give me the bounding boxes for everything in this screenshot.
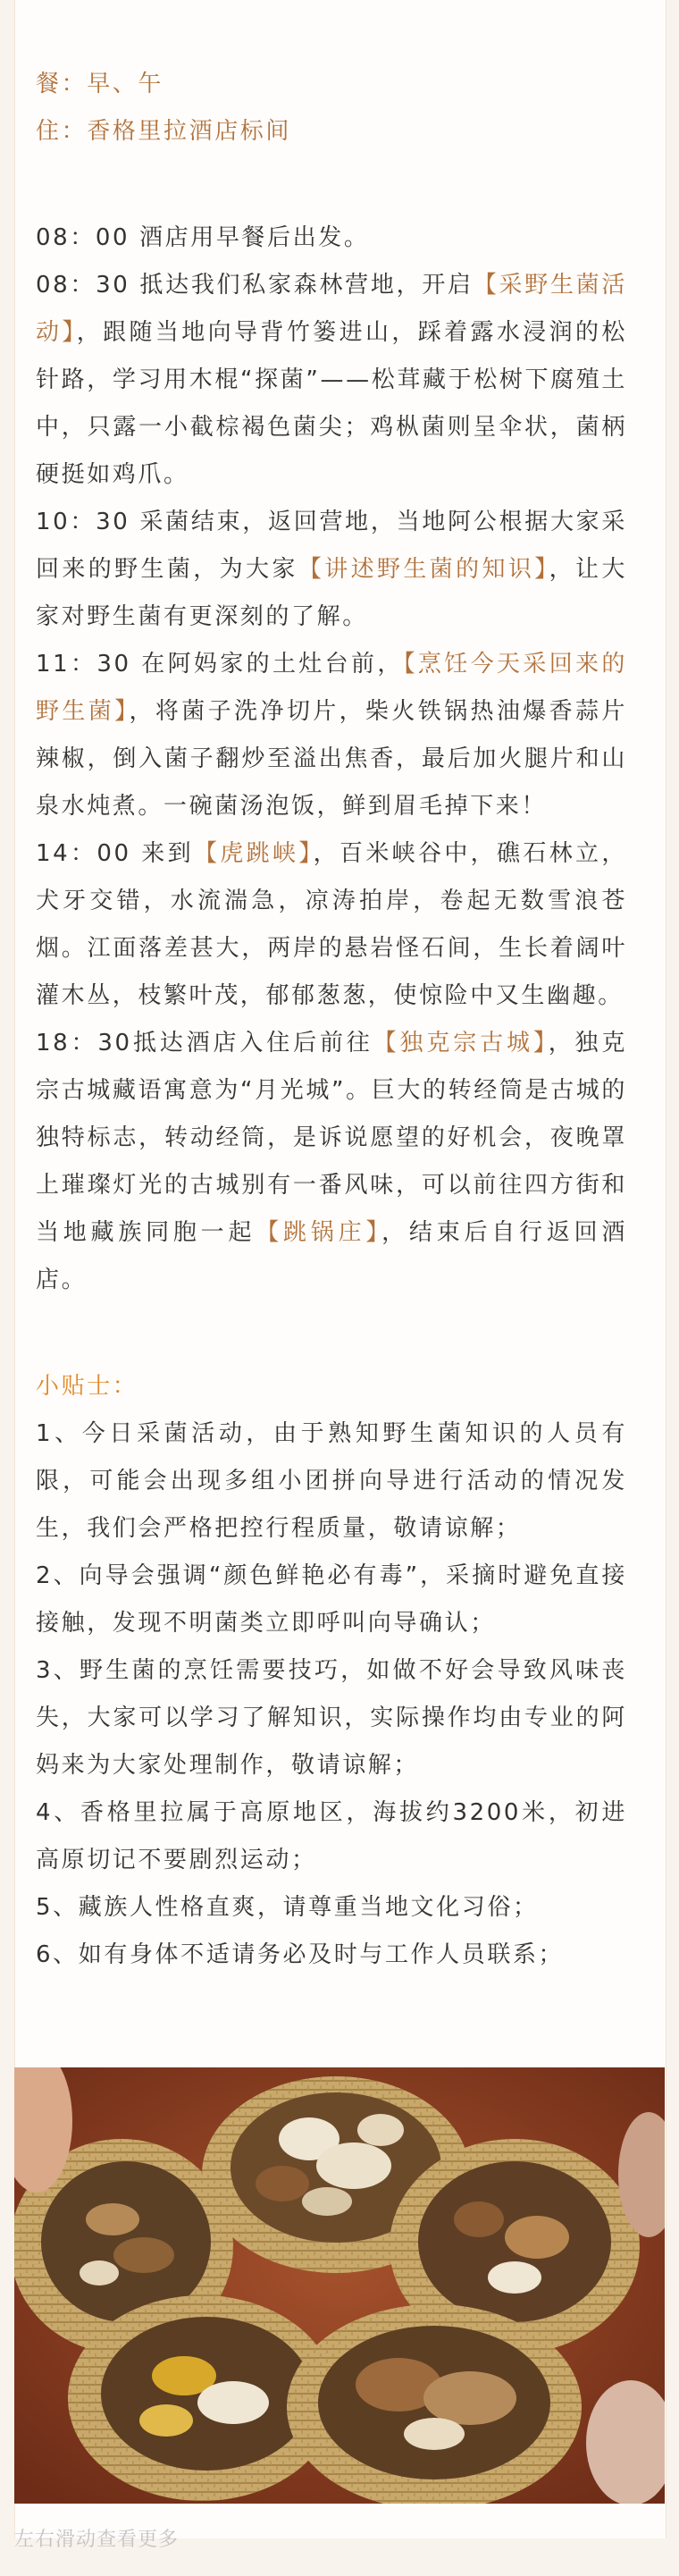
paragraph-text: ，将菌子洗净切片，柴火铁锅热油爆香蒜片辣椒，倒入菌子翻炒至溢出焦香，最后加火腿片和山泉水炖煮。一碗菌汤泡饭，鲜到眉毛掉下来！ <box>36 698 627 820</box>
paragraph-text: 08：30 抵达我们私家森林营地，开启 <box>36 272 474 299</box>
paragraph-text: ，独克宗古城藏语寓意为“月光城”。巨大的转经筒是古城的独特标志，转动经筒，是诉说愿望的好机会，夜晚罩上璀璨灯光的古城别有一番风味，可以前往四方街和当地藏族同胞一起 <box>36 1030 628 1246</box>
itinerary-paragraph <box>36 830 627 1020</box>
paragraph-text: 10：30 采菌结束，返回营地，当地阿公根据大家采回来的野生菌，为大家 <box>36 509 627 583</box>
meals-line: 餐：早、午 <box>36 71 164 97</box>
itinerary-paragraph <box>36 499 627 641</box>
highlight-activity: 【烹饪今天采回来的野生菌】 <box>36 651 627 725</box>
paragraph-text: ，让大家对野生菌有更深刻的了解。 <box>36 556 627 630</box>
mushroom-baskets-photo <box>14 2067 665 2504</box>
spacer <box>36 1304 627 1363</box>
highlight-activity: 【采野生菌活动】 <box>36 272 627 346</box>
highlight-activity: 【讲述野生菌的知识】 <box>298 556 549 583</box>
paragraph-text: 08：00 酒店用早餐后出发。 <box>36 224 370 251</box>
highlight-activity: 【跳锅庄】 <box>256 1219 382 1246</box>
itinerary-content <box>36 61 627 1979</box>
paragraph-text: ，百米峡谷中，礁石林立，犬牙交错，水流湍急，凉涛拍岸，卷起无数雪浪苍烟。江面落差甚大，两岸的悬岩怪石间，生长着阔叶灌木丛，枝繁叶茂，郁郁葱葱，使惊险中又生幽趣。 <box>36 840 627 1009</box>
tip-item: 5、藏族人性格直爽，请尊重当地文化习俗； <box>36 1894 539 1921</box>
tips-title: 小贴士： <box>36 1373 138 1400</box>
tip-item: 3、野生菌的烹饪需要技巧，如做不好会导致风味丧失，大家可以学习了解知识，实际操作均由专业的阿妈来为大家处理制作，敬请谅解； <box>36 1657 627 1779</box>
itinerary-paragraph <box>36 1020 627 1304</box>
paragraph-text: 18：30抵达酒店入住后前往 <box>36 1030 373 1056</box>
hotel-line: 住：香格里拉酒店标间 <box>36 118 292 145</box>
paragraph-text: ，结束后自行返回酒店。 <box>36 1219 627 1293</box>
tips-list <box>36 1410 627 1979</box>
tip-item: 4、香格里拉属于高原地区，海拔约3200米，初进高原切记不要剧烈运动； <box>36 1799 627 1873</box>
highlight-activity: 【独克宗古城】 <box>373 1030 549 1056</box>
mushroom-baskets-illustration <box>14 2067 665 2504</box>
tip-item: 6、如有身体不适请务必及时与工作人员联系； <box>36 1941 565 1968</box>
tip-item: 1、今日采菌活动，由于熟知野生菌知识的人员有限，可能会出现多组小团拼向导进行活动的情况发生，我们会严格把控行程质量，敬请谅解； <box>36 1420 627 1542</box>
itinerary-paragraph <box>36 641 627 830</box>
tip-item: 2、向导会强调“颜色鲜艳必有毒”，采摘时避免直接接触，发现不明菌类立即呼叫向导确认； <box>36 1562 627 1637</box>
swipe-hint: 左右滑动查看更多 <box>14 2529 180 2551</box>
itinerary-list <box>36 215 627 1304</box>
paragraph-text: 14：00 来到 <box>36 840 194 867</box>
itinerary-paragraph <box>36 262 627 499</box>
highlight-activity: 【虎跳峡】 <box>193 840 314 867</box>
paragraph-text: 11：30 在阿妈家的土灶台前， <box>36 651 404 678</box>
paragraph-text: ，跟随当地向导背竹篓进山，踩着露水浸润的松针路，学习用木棍“探菌”——松茸藏于松树下腐殖土中，只露一小截棕褐色菌尖；鸡枞菌则呈伞状，菌柄硬挺如鸡爪。 <box>36 319 627 488</box>
spacer <box>36 156 627 215</box>
itinerary-paragraph <box>36 215 627 262</box>
